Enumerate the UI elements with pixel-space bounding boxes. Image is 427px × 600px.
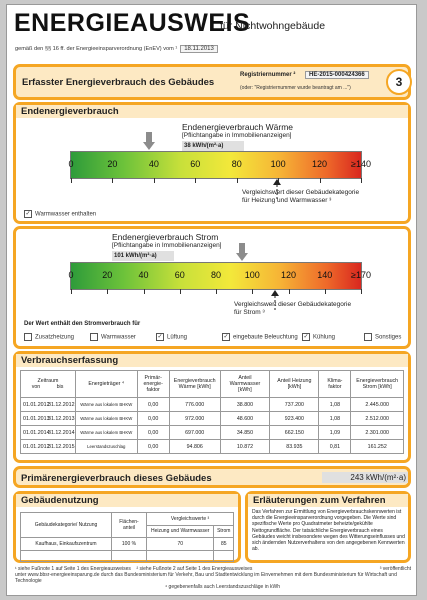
heat-tick-label: 20 — [107, 159, 118, 169]
building-use-row — [21, 538, 234, 551]
power-includes-checkbox[interactable]: ✓ — [157, 334, 163, 340]
heat-reference-text-1: Vergleichswert dieser Gebäudekategorie — [242, 189, 360, 196]
power-value: 101 kWh/(m²·a) — [112, 251, 174, 261]
explanation-text: Das Verfahren zur Ermittlung von Energieverbrauchskennwerten ist durch die Energieeinsparverordnung vorgegeben. Die Werte sind spezifische Werte pro Quadratmeter beheizte/gekühlte Nettogrundfläche. Der tatsächliche Energieverbrauch eines Gebäudes weicht insbesondere wegen des Witterungseinflusses und sich ändernden Nutzerverhaltens von den angegebenen Kennwerten ab. — [252, 509, 405, 553]
col-category: Gebäudekategorie/ Nutzung — [21, 513, 112, 538]
footnote-2: ² siehe Fußnote 2 auf Seite 1 des Energieausweises — [136, 566, 253, 572]
heat-subtitle: [Pflichtangabe in Immobilienanzeigen] — [182, 132, 292, 139]
heat-tick-mark — [71, 178, 72, 183]
power-includes-item — [302, 333, 335, 341]
consumption-cell: 0,00 — [137, 398, 169, 412]
col-heating: Anteil Heizung [kWh] — [270, 371, 319, 398]
consumption-cell: 2.512.000 — [351, 412, 404, 426]
col-period — [21, 371, 76, 398]
consumption-row — [21, 440, 404, 454]
consumption-cell: 0,81 — [319, 440, 351, 454]
consumption-cell: 0,00 — [137, 412, 169, 426]
explanation-panel — [245, 491, 411, 563]
period-to: 31.12.2015 — [48, 443, 75, 450]
consumption-cell: 923.400 — [270, 412, 319, 426]
col-area-share: Flächen-anteil — [112, 513, 147, 538]
consumption-header-row — [21, 371, 404, 398]
heating-ref-value: 70 — [147, 538, 214, 551]
consumption-cell: 1,09 — [319, 426, 351, 440]
power-includes-label: eingebaute Beleuchtung — [233, 334, 298, 341]
consumption-row — [21, 398, 404, 412]
period-cell — [21, 412, 76, 426]
power-tick-label: 60 — [174, 270, 185, 280]
power-reference-text-2: für Strom ³ — [234, 309, 265, 316]
consumption-row — [21, 412, 404, 426]
primary-energy-label: Primärenergieverbrauch dieses Gebäudes — [21, 473, 212, 484]
heat-tick-label: 120 — [312, 159, 328, 169]
period-to: 31.12.2013 — [48, 415, 75, 422]
col-climate-factor: Klima-faktor — [319, 371, 351, 398]
consumption-cell: 2.301.000 — [351, 426, 404, 440]
col-to: bis — [56, 384, 64, 390]
col-primary-factor: Primär-energie-faktor — [137, 371, 169, 398]
heat-tick-mark — [195, 178, 196, 183]
power-includes-label: Sonstiges — [375, 334, 402, 341]
consumption-cell: 662.150 — [270, 426, 319, 440]
registration-note: (oder: "Registriernummer wurde beantragt am ...") — [240, 85, 351, 91]
heat-reference-text-2: für Heizung und Warmwasser ³ — [242, 197, 332, 204]
col-power: Energieverbrauch Strom [kWh] — [351, 371, 404, 398]
top-title: Erfasster Energieverbrauch des Gebäudes — [22, 77, 215, 88]
power-includes-label: Der Wert enthält den Stromverbrauch für — [24, 321, 141, 327]
hot-water-checkbox[interactable]: ✓ — [25, 211, 31, 217]
col-heat: Energieverbrauch Wärme [kWh] — [169, 371, 220, 398]
col-heating-hotwater: Heizung und Warmwasser — [147, 525, 214, 538]
footnote-1: ¹ siehe Fußnote 1 auf Seite 1 des Energieausweises — [15, 566, 131, 572]
header-panel — [13, 64, 411, 100]
consumption-cell: 737.200 — [270, 398, 319, 412]
hot-water-label: Warmwasser enthalten — [35, 211, 97, 218]
power-includes-item — [222, 333, 298, 341]
consumption-cell: 34.850 — [220, 426, 270, 440]
power-tick-mark — [71, 289, 72, 294]
col-from: von — [31, 384, 41, 390]
page-number-badge: 3 — [386, 69, 412, 95]
registration-label: Registriernummer ² — [240, 72, 296, 78]
power-tick-label: 140 — [317, 270, 333, 280]
heat-tick-mark — [320, 178, 321, 183]
end-energy-power-panel — [13, 226, 411, 349]
col-power-ref: Strom — [214, 525, 234, 538]
building-use-empty-row — [21, 551, 234, 562]
power-includes-checkbox[interactable]: ✓ — [223, 334, 229, 340]
footnotes — [15, 566, 411, 590]
heat-tick-mark — [237, 178, 238, 183]
consumption-cell: 94.806 — [169, 440, 220, 454]
power-tick-mark — [216, 289, 217, 294]
consumption-cell: Leerstandszuschlag — [75, 440, 137, 454]
heat-tick-label: ≥140 — [351, 159, 371, 169]
document-subtitle: für Nichtwohngebäude — [220, 20, 326, 32]
power-tick-mark — [361, 289, 362, 294]
power-includes-label: Warmwasser — [101, 334, 136, 341]
period-from: 01.01.2013 — [23, 415, 50, 422]
power-tick-label: 40 — [138, 270, 149, 280]
primary-energy-value — [322, 472, 408, 483]
power-tick-mark — [325, 289, 326, 294]
primary-energy-number: 243 — [350, 473, 364, 482]
consumption-cell: 83.935 — [270, 440, 319, 454]
power-includes-item — [24, 333, 74, 341]
period-from: 01.01.2012 — [23, 443, 50, 450]
explanation-title: Erläuterungen zum Verfahren — [253, 495, 386, 506]
heat-tick-label: 0 — [68, 159, 74, 169]
col-hot-water: Anteil Warmwasser [kWh] — [220, 371, 270, 398]
consumption-row — [21, 426, 404, 440]
power-tick-label: 80 — [210, 270, 221, 280]
power-includes-checkbox[interactable] — [90, 333, 98, 341]
consumption-cell: 48.600 — [220, 412, 270, 426]
end-energy-section-title: Endenergieverbrauch — [21, 106, 119, 117]
heat-tick-mark — [361, 178, 362, 183]
power-includes-label: Lüftung — [167, 334, 188, 341]
power-tick-mark — [180, 289, 181, 294]
category-value: Kaufhaus, Einkaufszentrum — [21, 538, 112, 551]
hot-water-included — [24, 210, 96, 218]
power-tick-label: 20 — [102, 270, 113, 280]
power-tick-label: 0 — [68, 270, 74, 280]
consumption-cell: 1,08 — [319, 412, 351, 426]
heat-tick-label: 80 — [231, 159, 242, 169]
building-use-title: Gebäudenutzung — [21, 495, 99, 506]
area-share-value: 100 % — [112, 538, 147, 551]
consumption-cell: Wärme aus lokalem BHKW — [75, 398, 137, 412]
power-tick-mark — [144, 289, 145, 294]
power-includes-item — [90, 333, 136, 341]
power-includes-checkboxes — [24, 333, 409, 343]
energy-certificate-page — [6, 4, 417, 596]
power-includes-label: Zusatzheizung — [35, 334, 75, 341]
consumption-cell: 972.000 — [169, 412, 220, 426]
period-from: 01.01.2012 — [23, 401, 50, 408]
consumption-title: Verbrauchserfassung — [21, 355, 119, 366]
power-reference-text-1: Vergleichswert dieser Gebäudekategorie — [234, 301, 352, 308]
power-includes-item — [364, 333, 401, 341]
power-tick-mark — [107, 289, 108, 294]
power-tick-label: ≥170 — [351, 270, 371, 280]
consumption-cell: Wärme aus lokalem BHKW — [75, 426, 137, 440]
heat-tick-label: 40 — [148, 159, 159, 169]
period-cell — [21, 398, 76, 412]
period-cell — [21, 440, 76, 454]
footnote-3: ³ veröffentlicht — [379, 566, 411, 572]
power-includes-label: Kühlung — [313, 334, 336, 341]
power-includes-checkbox[interactable]: ✓ — [303, 334, 309, 340]
consumption-cell: 161.252 — [351, 440, 404, 454]
consumption-cell: 0,00 — [137, 426, 169, 440]
law-text: gemäß den §§ 16 ff. der Energieeinsparverordnung (EnEV) vom ¹ — [15, 46, 178, 52]
power-includes-item — [156, 333, 187, 341]
power-title: Endenergieverbrauch Strom — [112, 232, 219, 242]
primary-energy-panel — [13, 466, 411, 488]
building-use-panel — [13, 491, 241, 563]
footnote-4: ⁴ gegebenenfalls auch Leerstandszuschläge in kWh — [165, 584, 280, 590]
end-energy-heat-panel — [13, 102, 411, 224]
registration-number: HE-2015-000424366 — [305, 71, 369, 79]
heat-tick-label: 100 — [270, 159, 286, 169]
consumption-panel — [13, 351, 411, 463]
document-title: ENERGIEAUSWEIS — [14, 9, 251, 37]
consumption-table — [20, 370, 404, 454]
col-period-label: Zeitraum — [37, 378, 59, 384]
consumption-cell: 10.872 — [220, 440, 270, 454]
power-includes-checkbox[interactable] — [364, 333, 372, 341]
col-carrier: Energieträger ⁴ — [75, 371, 137, 398]
consumption-cell: Wärme aus lokalem BHKW — [75, 412, 137, 426]
law-reference — [15, 45, 218, 53]
footnote-line-2: unter www.bbsr-energieeinsparung.de durch das Bundesministerium für Verkehr, Bau und Stadtentwicklung im Einvernehmen mit dem Bundesministerium für Wirtschaft und Technologie — [15, 572, 397, 584]
period-from: 01.01.2014 — [23, 429, 50, 436]
heat-tick-mark — [154, 178, 155, 183]
power-subtitle: [Pflichtangabe in Immobilienanzeigen] — [112, 242, 222, 249]
power-ref-value: 85 — [214, 538, 234, 551]
power-tick-mark — [289, 289, 290, 294]
heat-value: 38 kWh/(m²·a) — [182, 141, 244, 151]
power-tick-label: 120 — [280, 270, 297, 280]
building-use-header-1 — [21, 513, 234, 526]
consumption-body — [21, 398, 404, 454]
consumption-cell: 1,08 — [319, 398, 351, 412]
heat-tick-mark — [112, 178, 113, 183]
consumption-cell: 2.445.000 — [351, 398, 404, 412]
heat-tick-label: 60 — [190, 159, 201, 169]
law-date: 18.11.2013 — [180, 45, 218, 53]
primary-energy-unit: kWh/(m²·a) — [366, 473, 406, 482]
heat-color-scale — [68, 151, 371, 179]
col-reference-values: Vergleichswerte ³ — [147, 513, 234, 526]
power-tick-mark — [252, 289, 253, 294]
consumption-cell: 38.800 — [220, 398, 270, 412]
heat-title: Endenergieverbrauch Wärme — [182, 122, 294, 132]
building-use-table — [20, 512, 234, 562]
period-to: 31.12.2014 — [48, 429, 75, 436]
power-tick-label: 100 — [244, 270, 260, 280]
period-to: 31.12.2012 — [48, 401, 75, 408]
consumption-cell: 0,00 — [137, 440, 169, 454]
power-includes-checkbox[interactable] — [24, 333, 32, 341]
power-color-scale — [68, 262, 371, 290]
consumption-cell: 697.000 — [169, 426, 220, 440]
period-cell — [21, 426, 76, 440]
consumption-cell: 776.000 — [169, 398, 220, 412]
